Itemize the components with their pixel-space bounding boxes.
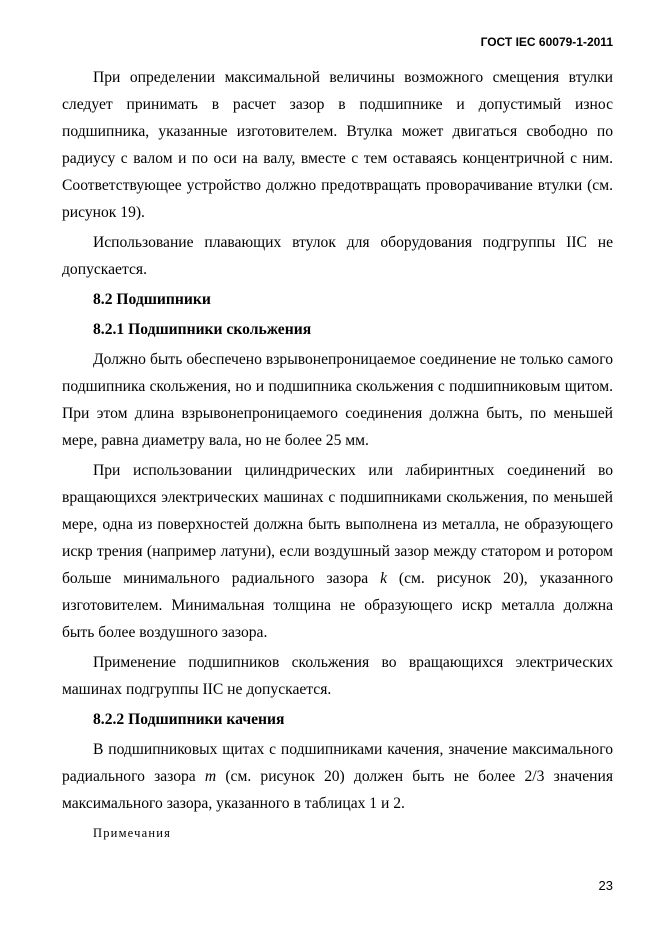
paragraph-radial-clearance bbox=[62, 736, 613, 817]
text-run: В подшипниковых щитах с подшипниками качения, значение максимального радиального зазора bbox=[62, 741, 613, 785]
document-header: ГОСТ IEC 60079-1-2011 bbox=[480, 35, 613, 49]
text-run: (см. рисунок 20), указанного изготовителем. Минимальная толщина не образующего искр металла должна быть более воздушного зазора. bbox=[62, 570, 613, 641]
paragraph-cylindrical-joints bbox=[62, 457, 613, 646]
symbol-m: m bbox=[204, 768, 217, 785]
paragraph-bushing-displacement: При определении максимальной величины возможного смещения втулки следует принимать в расчет зазор в подшипнике и допустимый износ подшипника, указанные изготовителем. Втулка может двигаться свободно по радиусу с валом и по оси на валу, вместе с тем оставаясь концентричной с ним. Соответствующее устройство должно предотвращать проворачивание втулки (см. рисунок 19). bbox=[62, 69, 613, 221]
notes-label: Примечания bbox=[93, 826, 172, 840]
symbol-k: k bbox=[380, 570, 388, 587]
document-body bbox=[62, 64, 613, 847]
paragraph-flameproof-joint: Должно быть обеспечено взрывонепроницаемое соединение не только самого подшипника скольжения, но и подшипника скольжения с подшипниковым щитом. При этом длина взрывонепроницаемого соединения должна быть, по меньшей мере, равна диаметру вала, но не более 25 мм. bbox=[62, 351, 613, 449]
section-heading-sleeve-bearings: 8.2.1 Подшипники скольжения bbox=[93, 321, 312, 338]
paragraph-floating-bushings: Использование плавающих втулок для оборудования подгруппы IIС не допускается. bbox=[62, 234, 613, 278]
section-heading-bearings: 8.2 Подшипники bbox=[93, 291, 211, 308]
text-run: При использовании цилиндрических или лабиринтных соединений во вращающихся электрических машинах с подшипниками скольжения, по меньшей мере, одна из поверхностей должна быть выполнена из металла, не образующего искр трения (например латуни), если воздушный зазор между статором и ротором больше минимального радиального зазора bbox=[62, 462, 613, 587]
paragraph-sleeve-bearings-iic: Применение подшипников скольжения во вращающихся электрических машинах подгруппы IIС не допускается. bbox=[62, 654, 613, 698]
page-number: 23 bbox=[598, 878, 613, 893]
text-run: (см. рисунок 20) должен быть не более 2/3 значения максимального зазора, указанного в таблицах 1 и 2. bbox=[62, 768, 614, 812]
section-heading-rolling-bearings: 8.2.2 Подшипники качения bbox=[93, 711, 285, 728]
